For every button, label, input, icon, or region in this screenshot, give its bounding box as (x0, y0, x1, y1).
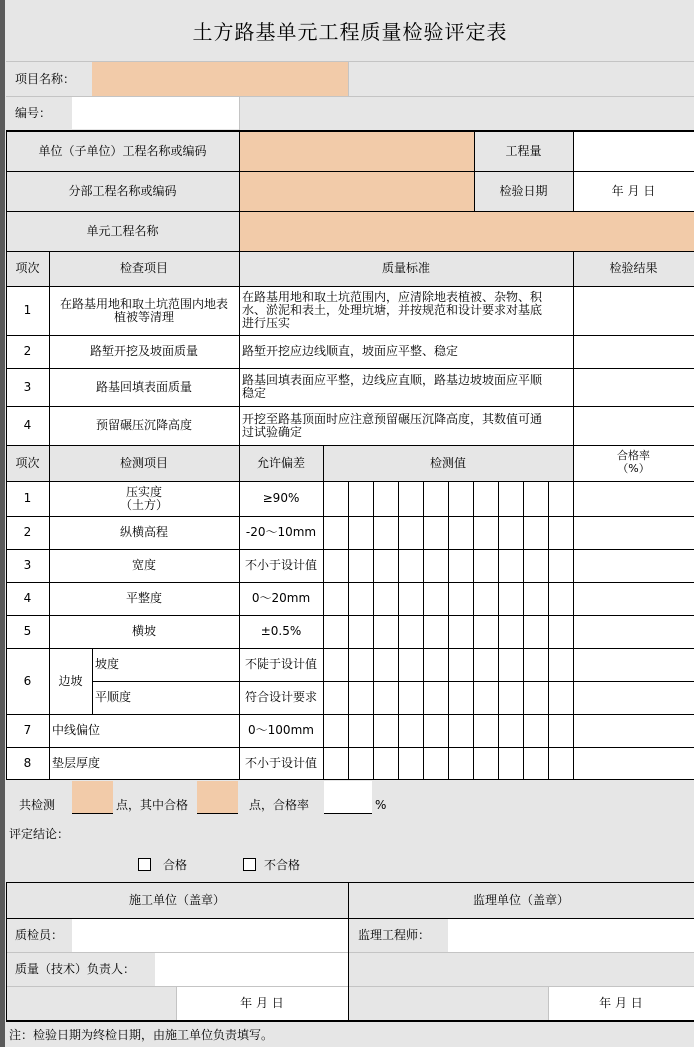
tech-lead-label: 质量（技术）负责人： (15, 961, 136, 976)
measure-row-4-tolerance: 0～20mm (251, 591, 311, 605)
measure-row-5-item: 横坡 (131, 624, 156, 638)
pass-rate-input[interactable] (324, 781, 372, 813)
measure-row-8-item: 垫层厚度 (52, 755, 101, 770)
measure-row-6b-tolerance: 符合设计要求 (244, 690, 317, 704)
summary-mid-label: 点，其中合格 (116, 797, 189, 812)
measure-row-5-tolerance: ±0.5% (260, 624, 302, 638)
quality-row-1-standard: 在路基用地和取土坑范围内，应清除地表植被、杂物、积 水、淤泥和表土，处理坑塘，并按规范和设计要求对基底 进行压实 (242, 290, 543, 330)
sub-project-input[interactable] (239, 171, 474, 211)
sub-project-label: 分部工程名称或编码 (68, 183, 177, 198)
measure-header-tolerance: 允许偏差 (256, 455, 305, 470)
measure-row-7-item: 中线偏位 (52, 723, 101, 737)
quality-row-1-no: 1 (23, 303, 32, 317)
construction-unit-title: 施工单位（盖章） (128, 893, 225, 907)
quality-header-result: 检验结果 (609, 261, 658, 275)
measure-row-5-no: 5 (23, 624, 32, 638)
pass-points-input[interactable] (197, 781, 238, 813)
total-points-input[interactable] (72, 781, 113, 813)
pass-label: 合格 (163, 857, 188, 872)
supervision-unit-title: 监理单位（盖章） (472, 893, 569, 907)
quality-row-3-no: 3 (23, 379, 32, 394)
quality-row-4-item: 预留碾压沉降高度 (95, 418, 192, 432)
inspection-date-text: 年 月 日 (611, 183, 656, 198)
measure-row-7-tolerance: 0～100mm (248, 723, 314, 737)
unit-project-label: 单位（子单位）工程名称或编码 (38, 144, 207, 158)
element-project-label: 单元工程名称 (86, 223, 159, 238)
summary-total-label: 共检测 (19, 797, 56, 812)
measure-row-2-no: 2 (23, 525, 32, 539)
inspection-date-label: 检验日期 (499, 183, 548, 198)
measure-row-1-no: 1 (23, 491, 32, 505)
measure-header-rate: 合格率 （%） (617, 449, 650, 475)
element-project-input[interactable] (239, 211, 694, 251)
measure-row-6-no: 6 (23, 673, 32, 688)
conclusion-label: 评定结论： (9, 826, 70, 841)
measure-row-6a-tolerance: 不陡于设计值 (244, 657, 317, 671)
inspector-label: 质检员： (15, 927, 64, 942)
quality-row-4-standard: 开挖至路基顶面时应注意预留碾压沉降高度，其数值可通 过试验确定 (242, 411, 543, 439)
project-name-label: 项目名称： (15, 71, 76, 86)
tech-lead-input[interactable] (155, 952, 348, 986)
pass-checkbox[interactable] (138, 858, 151, 871)
left-border (0, 0, 5, 1047)
measure-row-3-item: 宽度 (131, 558, 156, 572)
number-input[interactable] (72, 97, 239, 129)
date-left-text: 年 月 日 (240, 995, 284, 1010)
quality-row-3-item: 路基回填表面质量 (95, 379, 192, 394)
measure-row-3-no: 3 (23, 558, 32, 572)
quality-header-no: 项次 (15, 261, 40, 275)
measure-row-8-no: 8 (23, 755, 32, 770)
quality-row-2-standard: 路堑开挖应边线顺直，坡面应平整、稳定 (242, 344, 459, 358)
measure-row-6-group: 边坡 (58, 673, 83, 688)
quality-row-1-item: 在路基用地和取土坑范围内地表 植被等清理 (59, 296, 228, 324)
measure-row-4-no: 4 (23, 591, 32, 605)
measure-row-1-tolerance: ≥90% (262, 491, 300, 505)
supervisor-label: 监理工程师： (358, 927, 431, 942)
summary-percent: % (375, 797, 387, 812)
measure-row-2-tolerance: -20～10mm (245, 525, 317, 539)
quality-row-2-item: 路堑开挖及坡面质量 (89, 344, 198, 358)
measure-row-7-no: 7 (23, 723, 32, 737)
measure-row-1-item: 压实度 （土方） (119, 484, 168, 512)
measure-row-8-tolerance: 不小于设计值 (244, 755, 317, 770)
quality-row-3-standard: 路基回填表面应平整，边线应直顺，路基边坡坡面应平顺 稳定 (242, 373, 543, 400)
measure-row-4-item: 平整度 (125, 591, 162, 605)
summary-rate-label: 点，合格率 (249, 797, 310, 812)
sheet-title: 土方路基单元工程质量检验评定表 (192, 19, 508, 44)
project-name-input[interactable] (92, 62, 348, 96)
quality-header-standard: 质量标准 (381, 261, 430, 275)
fail-checkbox[interactable] (243, 858, 256, 871)
date-right-text: 年 月 日 (599, 995, 643, 1010)
unit-project-input[interactable] (239, 132, 474, 171)
quality-header-item: 检查项目 (119, 261, 168, 275)
footnote: 注：检验日期为终检日期，由施工单位负责填写。 (9, 1028, 274, 1042)
measure-row-3-tolerance: 不小于设计值 (244, 558, 317, 572)
measure-header-values: 检测值 (429, 455, 466, 470)
measure-row-6b-item: 平顺度 (95, 690, 132, 704)
inspector-input[interactable] (72, 918, 348, 952)
measure-row-2-item: 纵横高程 (119, 525, 168, 539)
supervisor-input[interactable] (448, 918, 694, 952)
quantity-input[interactable] (573, 132, 694, 171)
fail-label: 不合格 (264, 857, 301, 872)
measure-header-no: 项次 (15, 455, 40, 470)
measure-header-item: 检测项目 (119, 455, 168, 470)
quantity-label: 工程量 (505, 144, 542, 158)
number-label: 编号： (15, 105, 52, 120)
quality-row-4-no: 4 (23, 418, 32, 432)
measure-row-6a-item: 坡度 (95, 657, 120, 671)
quality-row-2-no: 2 (23, 344, 32, 358)
